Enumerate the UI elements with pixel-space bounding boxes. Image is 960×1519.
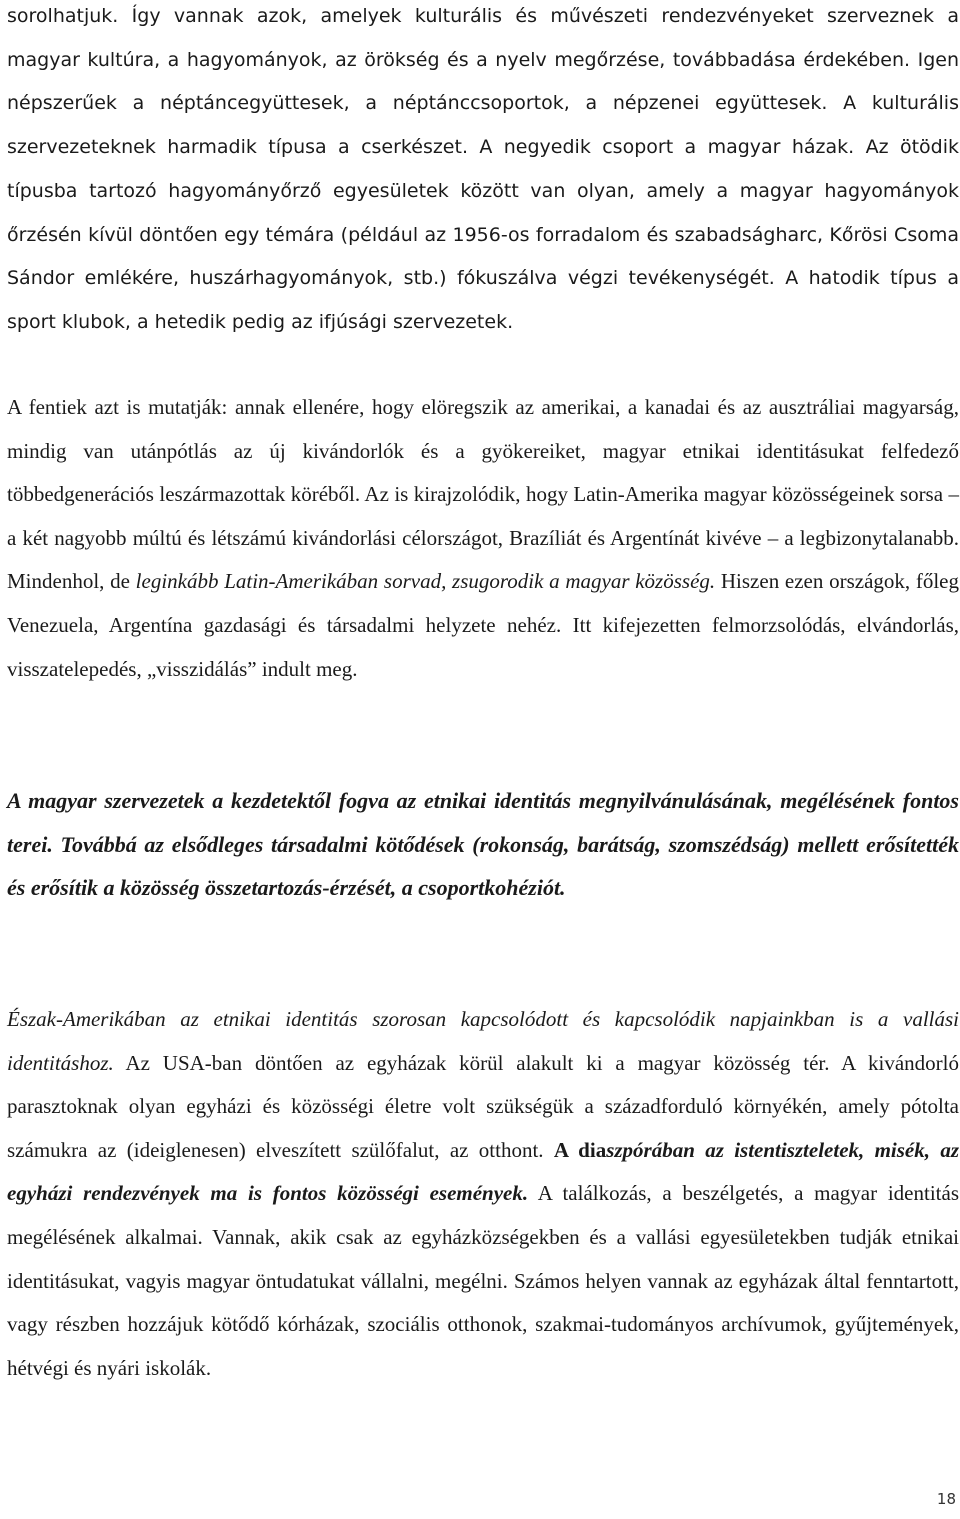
- paragraph-text: Az USA-ban döntően az egyházak körül alakult ki a magyar közösség tér. A kivándorló parasztoknak olyan egyházi és közösségi életre volt szükségük a századforduló környékén, amely pótolta számukra az (ideiglenesen) elveszített szülőfalut, az otthont.: [7, 1050, 959, 1162]
- paragraph-text: A találkozás, a beszélgetés, a magyar identitás megélésének alkalmai. Vannak, akik csak az egyházközségekben és a vallási egyesületekben tudják etnikai identitásukat, vagyis magyar öntudatukat vállalni, megélni. Számos helyen vannak az egyházak által fenntartott, vagy részben hozzájuk kötődő kórházak, szociális otthonok, szakmai-tudományos archívumok, gyűjtemények, hétvégi és nyári iskolák.: [7, 1181, 959, 1380]
- paragraph-text: A fentiek azt is mutatják: annak ellenére, hogy elöregszik az amerikai, a kanadai és az ausztráliai magyarság, mindig van utánpótlás az új kivándorlók és a gyökereiket, magyar etnikai identitásukat felfedező többedgenerációs leszármazottak köréből. Az is kirajzolódik, hogy Latin-Amerika magyar közösségeinek sorsa – a két nagyobb múltú és létszámú kivándorlási célországot, Brazíliát és Argentínát kivéve – a legbizonytalanabb. Mindenhol, de: [7, 395, 959, 594]
- italic-emphasis: Észak-Amerikában az etnikai identitás szorosan kapcsolódott és kapcsolódik napjainkban is a vallási identitáshoz.: [7, 1007, 959, 1075]
- bold-italic-emphasis: szpórában az istentiszteletek, misék, az egyházi rendezvények ma is fontos közösségi események.: [7, 1137, 959, 1206]
- paragraph-religious-identity: [7, 998, 959, 1390]
- page-number: 18: [936, 1490, 956, 1508]
- italic-emphasis: leginkább Latin-Amerikában sorvad, zsugorodik a magyar közösség.: [135, 569, 716, 594]
- paragraph-ethnic-identity-emphasis: [7, 779, 959, 910]
- paragraph-text: sorolhatjuk. Így vannak azok, amelyek kulturális és művészeti rendezvényeket szerveznek a magyar kultúra, a hagyományok, az örökség és a nyelv megőrzése, továbbadása érdekében. Igen népszerűek a néptáncegyüttesek, a néptánccsoportok, a népzenei együttesek. A kulturális szervezeteknek harmadik típusa a cserkészet. A negyedik csoport a magyar házak. Az ötödik típusba tartozó hagyományőrző egyesületek között van olyan, amely a magyar hagyományok őrzésén kívül döntően egy témára (például az 1956-os forradalom és szabadságharc, Kőrösi Csoma Sándor emlékére, huszárhagyományok, stb.) fókuszálva végzi tevékenységét. A hatodik típus a sport klubok, a hetedik pedig az ifjúsági szervezetek.: [7, 5, 959, 333]
- paragraph-community-succession: [7, 386, 959, 691]
- paragraph-text: Hiszen ezen országok, főleg Venezuela, Argentína gazdasági és társadalmi helyzete nehéz. Itt kifejezetten felmorzsolódás, elvándorlás, visszatelepedés, „visszidálás” indult meg.: [7, 569, 960, 681]
- paragraph-text: A magyar szervezetek a kezdetektől fogva az etnikai identitás megnyilvánulásának, megélésének fontos terei. Továbbá az elsődleges társadalmi kötődések (rokonság, barátság, szomszédság) mellett erősítették és erősítik a közösség összetartozás-érzését, a csoportkohéziót.: [7, 788, 959, 901]
- bold-emphasis: A dia: [553, 1137, 607, 1162]
- paragraph-organization-types: [7, 0, 959, 345]
